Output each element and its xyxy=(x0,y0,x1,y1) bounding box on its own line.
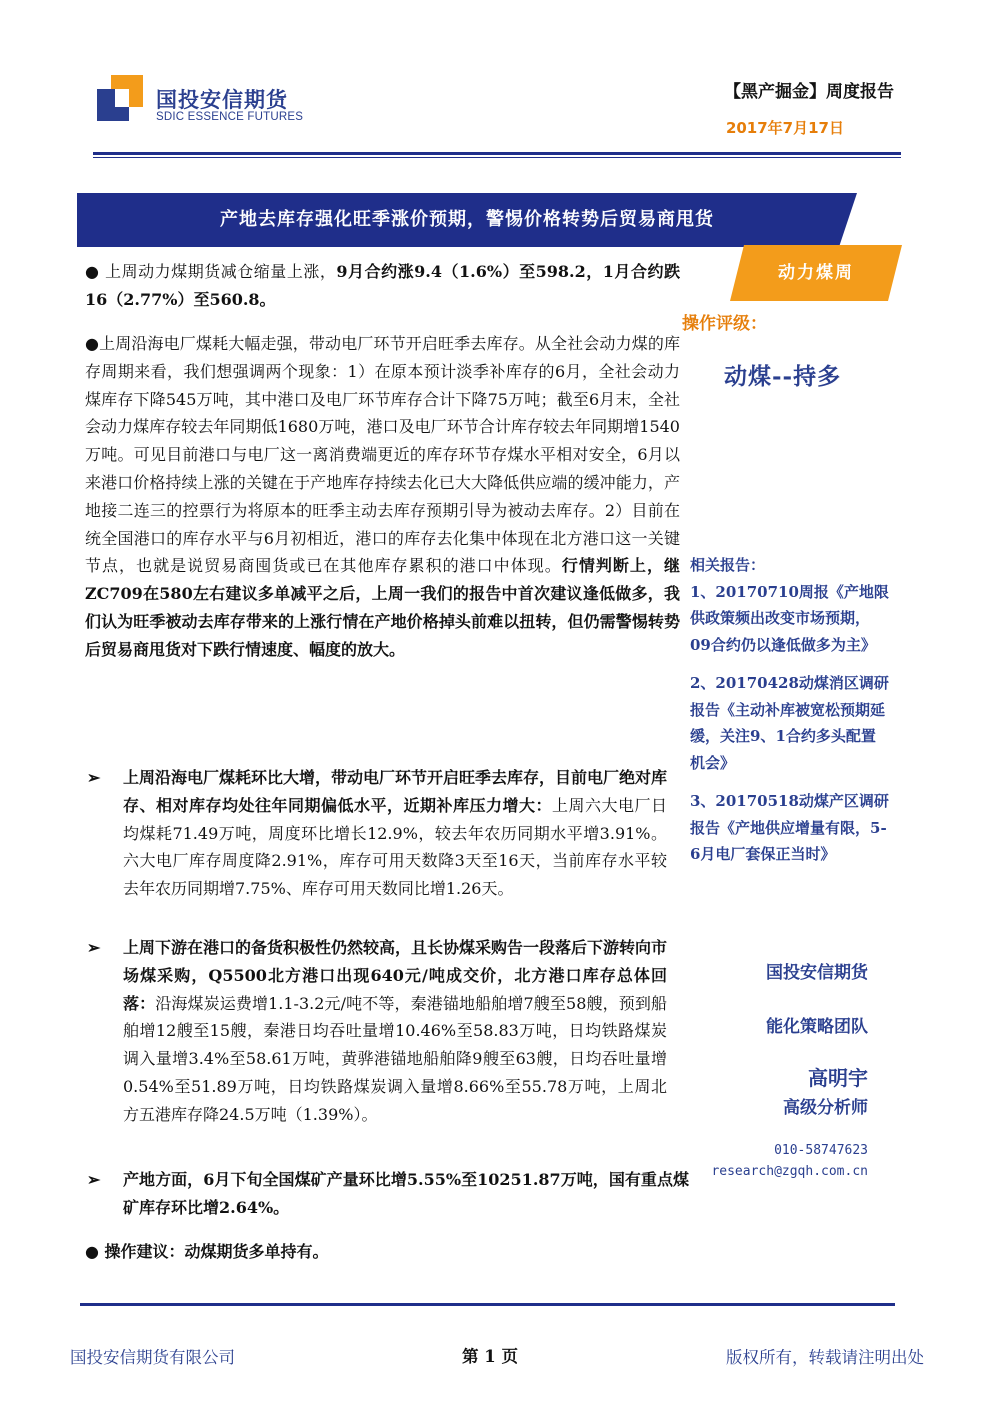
company-logo-icon xyxy=(97,75,143,121)
company-name-cn: 国投安信期货 xyxy=(156,88,288,112)
arrow-bullet-icon: ➢ xyxy=(87,768,101,787)
analysis-paragraph: ●上周沿海电厂煤耗大幅走强，带动电厂环节开启旺季去库存。从全社会动力煤的库存周期来看，我们想强调两个现象：1）在原本预计淡季补库存的6月，全社会动力煤库存下降545万吨，其中港口及电厂环节库存合计下降75万吨；截至6月末，全社会动力煤库存较去年同期低1680万吨，港口及电厂环节合计库存较去年同期增1540万吨。可见目前港口与电厂这一离消费端更近的库存环节存煤水平相对安全，6月以来港口价格持续上涨的关键在于产地库存持续去化已大大降低供应端的缓冲能力，产地接二连三的控票行为将原本的旺季主动去库存预期引导为被动去库存。2）目前在统全国港口的库存水平与6月初相近，港口的库存去化集中体现在北方港口这一关键节点，也就是说贸易商囤货或已在其他库存累积的港口中体现。行情判断上，继ZC709在580左右建议多单减平之后，上周一我们的报告中首次建议逢低做多，我们认为旺季被动去库存带来的上涨行情在产地价格掉头前难以扭转，但仍需警惕转势后贸易商甩货对下跌行情速度、幅度的放大。 xyxy=(85,334,680,659)
arrow-bullet-icon: ➢ xyxy=(87,1170,101,1189)
page-number: 第 1 页 xyxy=(462,1347,518,1366)
related-report-link[interactable]: 3、20170518动煤产区调研报告《产地供应增量有限，5-6月电厂套保正当时》 xyxy=(690,792,889,863)
bullet-production: ➢ 产地方面，6月下旬全国煤矿产量环比增5.55%至10251.87万吨，国有重点煤矿库存环比增2.64%。 xyxy=(85,1166,689,1222)
bullet-ports: ➢ 上周下游在港口的备货积极性仍然较高，且长协煤采购告一段落后下游转向市场煤采购，Q5500北方港口出现640元/吨成交价，北方港口库存总体回落：沿海煤炭运费增1.1-3.2元/吨不等，秦港锚地船舶增7艘至58艘，预到船舶增12艘至15艘，秦港日均吞吐量增10.46%至58.83万吨，日均铁路煤炭调入量增3.4%至58.61万吨，黄骅港锚地船舶降9艘至63艘，日均吞吐量增0.54%至51.89万吨，日均铁路煤炭调入量增8.66%至55.78万吨，上周北方五港库存降24.5万吨（1.39%）。 xyxy=(85,934,667,1129)
header-divider xyxy=(93,152,901,155)
analyst-title: 高级分析师 xyxy=(783,1098,868,1118)
report-title: 产地去库存强化旺季涨价预期，警惕价格转势后贸易商甩货 xyxy=(220,209,714,230)
summary-paragraph: ● 上周动力煤期货减仓缩量上涨，9月合约涨9.4（1.6%）至598.2，1月合约跌16（2.77%）至560.8。 xyxy=(85,262,680,309)
analyst-phone: 010-58747623 xyxy=(774,1143,868,1158)
analyst-name: 高明宇 xyxy=(808,1066,868,1090)
operation-advice: ● 操作建议：动煤期货多单持有。 xyxy=(85,1242,329,1261)
header-divider-thin xyxy=(93,157,901,158)
footer-divider xyxy=(80,1303,895,1306)
rating-value: 动煤--持多 xyxy=(724,363,842,390)
footer-copyright: 版权所有，转载请注明出处 xyxy=(726,1348,924,1367)
related-heading: 相关报告： xyxy=(690,556,766,574)
category-tab: 动力煤周 xyxy=(778,263,854,283)
sidebar-team: 能化策略团队 xyxy=(766,1017,868,1037)
related-report-link[interactable]: 1、20170710周报《产地限供政策频出改变市场预期，09合约仍以逢低做多为主》 xyxy=(690,582,889,654)
report-date: 2017年7月17日 xyxy=(725,119,844,137)
arrow-bullet-icon: ➢ xyxy=(87,938,101,957)
related-reports xyxy=(690,552,890,880)
related-report-link[interactable]: 2、20170428动煤消区调研报告《主动补库被宽松预期延缓，关注9、1合约多头配置机会》 xyxy=(690,674,889,772)
bullet-icon: ● xyxy=(85,1242,99,1261)
sidebar-company: 国投安信期货 xyxy=(766,963,868,983)
bullet-power-plants: ➢ 上周沿海电厂煤耗环比大增，带动电厂环节开启旺季去库存，目前电厂绝对库存、相对库存均处往年同期偏低水平，近期补库压力增大：上周六大电厂日均煤耗71.49万吨，周度环比增长12.9%，较去年农历同期水平增3.91%。六大电厂库存周度降2.91%，库存可用天数降3天至16天，当前库存水平较去年农历同期增7.75%、库存可用天数同比增1.26天。 xyxy=(85,764,667,903)
bullet-icon: ● xyxy=(85,262,100,281)
company-name-en: SDIC ESSENCE FUTURES xyxy=(156,111,304,123)
footer-company: 国投安信期货有限公司 xyxy=(70,1348,235,1367)
report-type: 【黑产掘金】周度报告 xyxy=(724,82,894,102)
analyst-email[interactable]: research@zgqh.com.cn xyxy=(711,1164,868,1179)
rating-label: 操作评级： xyxy=(682,314,767,334)
